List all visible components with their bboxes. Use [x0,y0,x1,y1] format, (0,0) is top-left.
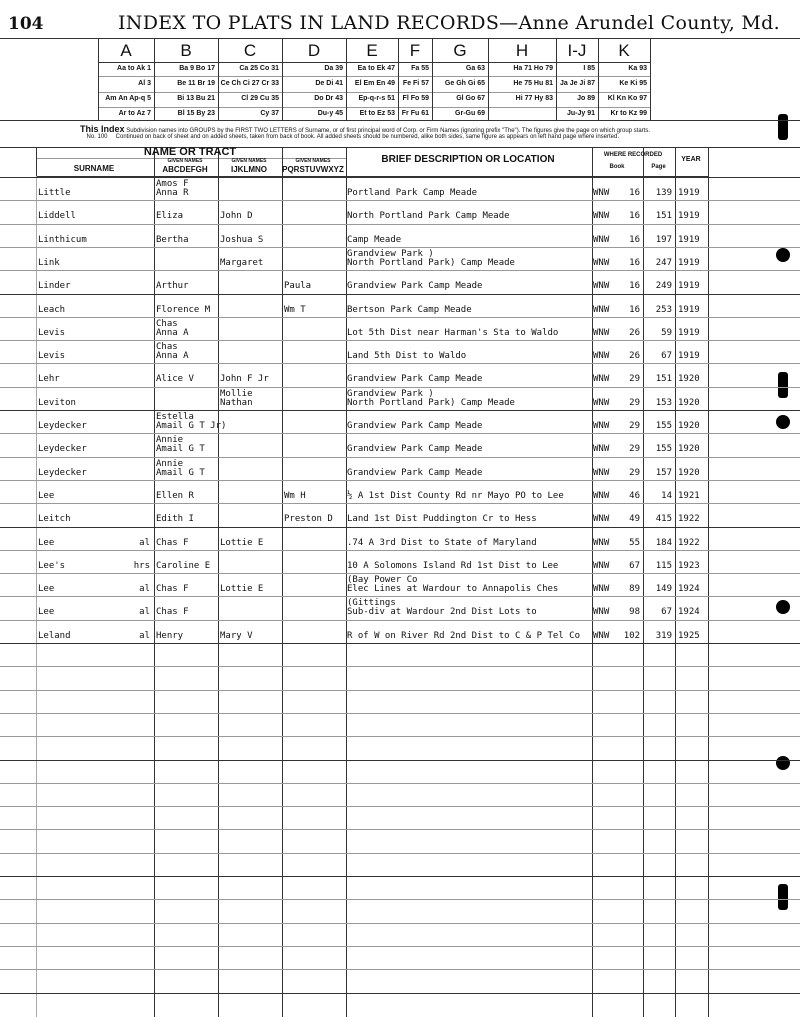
description-cell: 10 A Solomons Island Rd 1st Dist to Lee [347,561,559,572]
entry-rule [0,200,800,201]
book-cell: 16 [629,211,640,222]
year-cell: 1920 [678,398,700,409]
surname-header: SURNAME [73,164,115,173]
letter-group: Fl Fo 59 [402,95,429,102]
given-name-ijklmno: Mollie [220,389,253,400]
book-cell: 89 [629,584,640,595]
letter-e: E [366,41,378,60]
book-cell: 46 [629,491,640,502]
given-name-abcdefgh: Eliza [156,211,184,222]
description-cell: .74 A 3rd Dist to State of Maryland [347,538,537,549]
letter-group: El Em En 49 [354,80,395,87]
entry-rule [0,736,800,737]
punch-hole [776,600,790,614]
book-cell: 16 [629,281,640,292]
letter-group: Ce Ch Ci 27 Cr 33 [220,80,279,87]
entry-rule [0,457,800,458]
letter-group: De Di 41 [315,80,343,87]
description-cell: (Gittings [347,598,396,609]
entry-rule [0,247,800,248]
book-cell: 26 [629,328,640,339]
page-cell: 155 [655,421,672,432]
book-cell: 29 [629,374,640,385]
year-cell: 1919 [678,328,700,339]
given-names-pqrstuvwxyz: PQRSTUVWXYZ [282,165,344,174]
entry-rule [0,969,800,970]
book-cell: 26 [629,351,640,362]
entry-rule [0,550,800,551]
table-column-rule [282,147,283,1017]
entry-rule [0,410,800,411]
given-name-abcdefgh: Amos F [156,179,189,190]
name-or-tract-header: NAME OR TRACT [143,146,237,158]
page-cell: 149 [655,584,672,595]
description-cell: Land 5th Dist to Waldo [347,351,467,362]
year-cell: 1921 [678,491,700,502]
book-cell: 55 [629,538,640,549]
series-cell: WNW [593,351,610,362]
year-cell: 1922 [678,538,700,549]
letter-group: Be 11 Br 19 [177,80,215,87]
letter-group: Et to Ez 53 [359,110,395,117]
year-cell: 1924 [678,584,700,595]
page-cell: 151 [655,211,672,222]
surname-suffix: al [139,538,150,549]
series-cell: WNW [593,538,610,549]
given-name-ijklmno: Lottie E [220,538,264,549]
year-cell: 1923 [678,561,700,572]
letter-f: F [409,41,421,60]
letter-k: K [618,41,630,60]
year-cell: 1920 [678,421,700,432]
letter-group: Ar to Az 7 [118,110,151,117]
given-name-abcdefgh: Florence M [156,305,211,316]
given-name-abcdefgh: Bertha [156,235,189,246]
entry-rule [0,573,800,574]
letter-group: Al 3 [138,80,151,87]
given-name-ijklmno: Joshua S [220,235,264,246]
series-cell: WNW [593,421,610,432]
letter-group: Kr to Kz 99 [610,110,647,117]
book-cell: 98 [629,607,640,618]
year-cell: 1919 [678,235,700,246]
series-cell: WNW [593,491,610,502]
letter-group: I 85 [583,65,595,72]
description-cell: Sub-div at Wardour 2nd Dist Lots to [347,607,537,618]
letter-group: Ka 93 [628,65,647,72]
given-name-abcdefgh: Chas F [156,607,189,618]
given-name-abcdefgh: Edith I [156,514,194,525]
given-name-abcdefgh: Annie [156,435,184,446]
given-name-abcdefgh: Caroline E [156,561,211,572]
surname-cell: Leydecker [38,444,87,455]
letter-group: Cy 37 [260,110,279,117]
page-cell: 415 [655,514,672,525]
letter-group: Ea to Ek 47 [357,65,395,72]
entry-rule [0,620,800,621]
entry-rule [0,760,800,761]
legend-line-2: Continued on back of sheet and on added sheets, taken from back of book. All added sheets should be numbered, alike both sides, same figure as appears on left hand page where inserted. [115,134,620,140]
given-names-header-1: GIVEN NAMES [167,158,203,164]
entry-rule [0,294,800,295]
entry-rule [0,853,800,854]
given-name-pqrstuvwxyz: Wm H [284,491,306,502]
punch-hole [776,248,790,262]
book-cell: 49 [629,514,640,525]
punch-slot [778,372,788,398]
index-rule [98,107,650,108]
given-name-abcdefgh: Annie [156,459,184,470]
letter-b: B [180,41,192,60]
given-name-abcdefgh: Chas F [156,584,189,595]
surname-cell: Leviton [38,398,76,409]
legend-line-1: Subdivision names into GROUPS by the FIRST TWO LETTERS of Surname, or of first principal word of Corp. or Firm Names (ignoring prefix "The"). The figures give the page on which group starts. [126,128,650,134]
surname-cell: Linder [38,281,71,292]
letter-group: Ca 25 Co 31 [239,65,279,72]
surname-cell: Leland [38,631,71,642]
year-cell: 1919 [678,258,700,269]
given-name-ijklmno: Nathan [220,398,253,409]
description-cell: ½ A 1st Dist County Rd nr Mayo PO to Lee [347,491,564,502]
letter-group: Ju-Jy 91 [566,110,595,117]
page-cell: 197 [655,235,672,246]
given-names-header-3: GIVEN NAMES [295,158,331,164]
description-cell: Grandview Park ) [347,249,434,260]
given-name-abcdefgh: Amail G T Jr) [156,421,227,432]
where-recorded-header: WHERE RECORDED [603,152,663,158]
entry-rule [0,224,800,225]
index-rule [98,76,650,77]
page-cell: 155 [655,444,672,455]
entry-rule [0,993,800,994]
surname-cell: Leydecker [38,468,87,479]
table-column-rule [708,147,709,1017]
given-name-abcdefgh: Henry [156,631,184,642]
entry-rule [0,433,800,434]
description-cell: Bertson Park Camp Meade [347,305,472,316]
surname-cell: Lee [38,607,55,618]
series-cell: WNW [593,305,610,316]
surname-cell: Lee [38,538,55,549]
series-cell: WNW [593,561,610,572]
entry-rule [0,387,800,388]
page-cell: 59 [661,328,672,339]
description-cell: R of W on River Rd 2nd Dist to C & P Tel Co [347,631,580,642]
description-cell: North Portland Park) Camp Meade [347,258,515,269]
letter-group: Am An Ap-q 5 [105,95,151,102]
year-cell: 1920 [678,468,700,479]
entry-rule [0,503,800,504]
description-cell: Grandview Park Camp Meade [347,421,483,432]
series-cell: WNW [593,328,610,339]
index-legend [80,124,700,140]
entry-rule [0,946,800,947]
punch-hole [776,415,790,429]
surname-cell: Link [38,258,60,269]
entry-rule [0,806,800,807]
letter-group: Ep-q-r-s 51 [358,95,395,102]
letter-group: Kl Kn Ko 97 [607,95,647,102]
description-cell: Camp Meade [347,235,402,246]
book-cell: 29 [629,421,640,432]
description-cell: Elec Lines at Wardour to Annapolis Ches [347,584,559,595]
series-cell: WNW [593,584,610,595]
punch-slot [778,114,788,140]
entry-rule [0,923,800,924]
series-cell: WNW [593,188,610,199]
given-name-abcdefgh: Chas [156,319,178,330]
page-cell: 319 [655,631,672,642]
entry-rule [0,480,800,481]
surname-cell: Levis [38,328,66,339]
entry-rule [0,596,800,597]
description-cell: North Portland Park) Camp Meade [347,398,515,409]
given-name-abcdefgh: Anna A [156,351,189,362]
page-cell: 115 [655,561,672,572]
surname-suffix: al [139,607,150,618]
series-cell: WNW [593,398,610,409]
given-name-ijklmno: Mary V [220,631,253,642]
page-cell: 139 [655,188,672,199]
page-number: 104 [8,14,44,34]
letter-group: Cl 29 Cu 35 [241,95,279,102]
year-cell: 1920 [678,444,700,455]
letter-group: Jo 89 [577,95,595,102]
given-name-abcdefgh: Amail G T [156,444,205,455]
description-cell: Land 1st Dist Puddington Cr to Hess [347,514,537,525]
year-cell: 1919 [678,305,700,316]
entry-rule [0,270,800,271]
letter-group: Hi 77 Hy 83 [515,95,553,102]
letter-group: Aa to Ak 1 [117,65,151,72]
punch-hole [776,756,790,770]
entry-rule [0,666,800,667]
page-header: Page [651,164,666,170]
given-names-abcdefgh: ABCDEFGH [162,165,208,174]
letter-group: Ga 63 [465,65,485,72]
surname-cell: Leach [38,305,66,316]
description-cell: North Portland Park Camp Meade [347,211,510,222]
given-name-abcdefgh: Alice V [156,374,194,385]
surname-cell: Leydecker [38,421,87,432]
table-column-rule [592,147,593,1017]
surname-cell: Little [38,188,71,199]
letter-group: Do Dr 43 [314,95,343,102]
surname-suffix: hrs [133,561,150,572]
index-rule [0,38,800,39]
given-name-abcdefgh: Arthur [156,281,189,292]
letter-group: Bl 15 By 23 [177,110,215,117]
letter-group: Ke Ki 95 [619,80,647,87]
given-name-abcdefgh: Estella [156,412,194,423]
given-name-abcdefgh: Chas F [156,538,189,549]
table-column-rule [218,147,219,1017]
series-cell: WNW [593,211,610,222]
entry-rule [0,527,800,528]
letter-group: Ja Je Ji 87 [559,80,595,87]
year-cell: 1919 [678,351,700,362]
letter-group: Ha 71 Ho 79 [513,65,553,72]
given-name-abcdefgh: Anna A [156,328,189,339]
surname-cell: Linthicum [38,235,87,246]
entry-rule [0,363,800,364]
index-column-rule [650,38,651,120]
given-names-header-2: GIVEN NAMES [231,158,267,164]
series-cell: WNW [593,258,610,269]
given-names-ijklmno: IJKLMNO [231,165,267,174]
description-cell: (Bay Power Co [347,575,418,586]
series-cell: WNW [593,631,610,642]
entry-rule [0,829,800,830]
letter-g: G [453,41,467,60]
year-cell: 1920 [678,374,700,385]
table-column-rule [154,147,155,1017]
given-name-abcdefgh: Amail G T [156,468,205,479]
surname-cell: Lee's [38,561,66,572]
surname-suffix: al [139,584,150,595]
year-cell: 1919 [678,188,700,199]
letter-group: Bi 13 Bu 21 [177,95,215,102]
page-cell: 14 [661,491,672,502]
given-name-ijklmno: Lottie E [220,584,264,595]
surname-cell: Lee [38,584,55,595]
series-cell: WNW [593,444,610,455]
entry-rule [0,317,800,318]
page-cell: 253 [655,305,672,316]
letter-d: D [307,41,321,60]
entry-rule [0,713,800,714]
entry-rule [0,876,800,877]
entry-rule [0,783,800,784]
punch-slot [778,884,788,910]
entry-rule [0,177,800,178]
description-cell: Lot 5th Dist near Harman's Sta to Waldo [347,328,559,339]
letter-a: A [120,41,132,60]
series-cell: WNW [593,281,610,292]
letter-group: Ba 9 Bo 17 [179,65,215,72]
book-cell: 102 [623,631,640,642]
table-column-rule [675,147,676,1017]
series-cell: WNW [593,514,610,525]
letter-group: Du-y 45 [317,110,343,117]
index-rule [0,120,800,121]
book-header: Book [609,164,625,170]
table-column-rule [643,147,644,1017]
page-cell: 247 [655,258,672,269]
entry-rule [0,643,800,644]
description-cell: Grandview Park Camp Meade [347,374,483,385]
given-name-ijklmno: John D [220,211,253,222]
surname-cell: Leitch [38,514,71,525]
given-name-abcdefgh: Anna R [156,188,189,199]
surname-cell: Levis [38,351,66,362]
given-name-pqrstuvwxyz: Wm T [284,305,306,316]
series-cell: WNW [593,235,610,246]
letter-i-j: I-J [567,41,587,60]
series-cell: WNW [593,374,610,385]
book-cell: 29 [629,468,640,479]
description-cell: Portland Park Camp Meade [347,188,478,199]
book-cell: 29 [629,444,640,455]
year-cell: 1922 [678,514,700,525]
series-cell: WNW [593,607,610,618]
year-cell: 1925 [678,631,700,642]
letter-group: Gl Go 67 [456,95,485,102]
year-header: YEAR [681,156,701,163]
year-cell: 1924 [678,607,700,618]
letter-group: Ge Gh Gi 65 [444,80,485,87]
given-name-abcdefgh: Chas [156,342,178,353]
letter-c: C [243,41,257,60]
given-name-ijklmno: Margaret [220,258,264,269]
description-header: BRIEF DESCRIPTION OR LOCATION [381,154,555,165]
page-title: INDEX TO PLATS IN LAND RECORDS—Anne Arundel County, Md. [118,12,780,34]
surname-suffix: al [139,631,150,642]
book-cell: 16 [629,258,640,269]
page-cell: 184 [655,538,672,549]
letter-group: Fa 55 [411,65,429,72]
entry-rule [0,899,800,900]
page-cell: 153 [655,398,672,409]
entry-rule [0,690,800,691]
surname-cell: Lehr [38,374,60,385]
year-cell: 1919 [678,211,700,222]
letter-group: Gr-Gu 69 [455,110,485,117]
description-cell: Grandview Park Camp Meade [347,281,483,292]
given-name-abcdefgh: Ellen R [156,491,194,502]
legend-number: No. 100 [86,134,108,140]
letter-h: H [515,41,529,60]
book-cell: 29 [629,398,640,409]
book-cell: 16 [629,305,640,316]
index-rule [98,92,650,93]
index-rule [98,62,650,63]
given-name-pqrstuvwxyz: Preston D [284,514,333,525]
series-cell: WNW [593,468,610,479]
surname-cell: Liddell [38,211,76,222]
description-cell: Grandview Park Camp Meade [347,444,483,455]
entry-rule [0,340,800,341]
page-cell: 67 [661,607,672,618]
description-cell: Grandview Park Camp Meade [347,468,483,479]
surname-cell: Lee [38,491,55,502]
letter-group: Fe Fi 57 [402,80,429,87]
letter-group: He 75 Hu 81 [513,80,553,87]
given-name-pqrstuvwxyz: Paula [284,281,312,292]
legend-label: This Index [80,124,125,134]
given-name-ijklmno: John F Jr [220,374,269,385]
letter-group: Da 39 [324,65,343,72]
book-cell: 16 [629,188,640,199]
page-cell: 151 [655,374,672,385]
book-cell: 67 [629,561,640,572]
description-cell: Grandview Park ) [347,389,434,400]
page-cell: 249 [655,281,672,292]
page-cell: 67 [661,351,672,362]
book-cell: 16 [629,235,640,246]
year-cell: 1919 [678,281,700,292]
page-cell: 157 [655,468,672,479]
letter-group: Fr Fu 61 [401,110,429,117]
